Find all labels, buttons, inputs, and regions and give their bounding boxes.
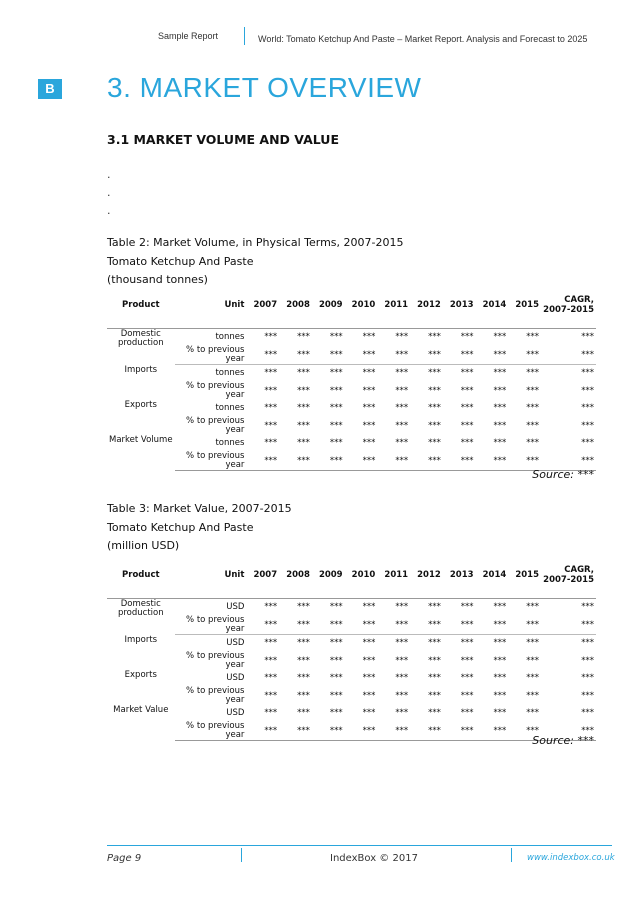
value-cell: *** (297, 638, 310, 648)
value-cell: *** (428, 655, 441, 666)
unit-cell: USD (226, 638, 245, 648)
section-title: 3. MARKET OVERVIEW (107, 72, 422, 103)
value-cell: *** (428, 708, 441, 718)
table-row (107, 652, 596, 670)
value-cell: *** (460, 385, 474, 396)
table-row (107, 687, 596, 705)
value-cell: *** (526, 332, 540, 342)
unit-cell: tonnes (215, 403, 245, 413)
value-cell: *** (246, 452, 279, 471)
unit-cell: % to previous year (186, 686, 245, 705)
value-cell: *** (428, 403, 441, 413)
unit-cell: % to previous year (175, 616, 247, 635)
value-cell: *** (460, 638, 474, 648)
table-row (107, 635, 596, 653)
value-cell: *** (493, 420, 507, 431)
column-header: 2010 (345, 552, 378, 599)
value-cell: *** (297, 368, 310, 378)
value-cell: *** (460, 708, 474, 718)
value-cell: *** (526, 403, 540, 413)
footer-copyright: IndexBox © 2017 (330, 853, 418, 864)
unit-cell: % to previous year (175, 722, 247, 741)
value-cell: *** (395, 368, 409, 378)
value-cell: *** (395, 673, 409, 683)
value-cell: *** (443, 346, 476, 365)
unit-cell: % to previous year (186, 651, 245, 670)
value-cell: *** (493, 403, 507, 413)
value-cell: *** (297, 332, 310, 342)
unit-cell: tonnes (215, 332, 245, 342)
value-cell: *** (279, 452, 312, 471)
table3-caption-title: Table 3: Market Value, 2007-2015 (107, 502, 292, 515)
value-cell: *** (581, 655, 594, 666)
value-cell: *** (428, 368, 441, 378)
value-cell: *** (581, 673, 594, 683)
column-header: 2007 (246, 552, 279, 599)
value-cell: *** (377, 452, 410, 471)
value-cell: *** (410, 722, 443, 741)
column-header: 2014 (476, 552, 509, 599)
value-cell: *** (428, 602, 441, 612)
value-cell: *** (476, 722, 509, 741)
value-cell: *** (329, 673, 343, 683)
value-cell: *** (362, 403, 376, 413)
value-cell: *** (297, 690, 310, 701)
value-cell: *** (526, 602, 540, 612)
column-header: Unit (175, 552, 247, 599)
value-cell: *** (493, 690, 507, 701)
footer-page-number: Page 9 (107, 853, 142, 864)
column-header: 2014 (476, 282, 509, 329)
value-cell: *** (581, 690, 594, 701)
column-header: 2013 (443, 552, 476, 599)
value-cell: *** (312, 346, 345, 365)
value-cell: *** (428, 690, 441, 701)
value-cell: *** (264, 655, 278, 666)
value-cell: *** (297, 673, 310, 683)
value-cell: *** (428, 332, 441, 342)
column-header: 2011 (377, 552, 410, 599)
value-cell: *** (312, 722, 345, 741)
table2-caption-title: Table 2: Market Volume, in Physical Terms, 2007-2015 (107, 236, 404, 249)
value-cell: *** (493, 368, 507, 378)
table-row (107, 329, 596, 347)
header-report-type: Sample Report (158, 31, 219, 41)
value-cell: *** (362, 673, 376, 683)
table-row (107, 400, 596, 417)
value-cell: *** (395, 385, 409, 396)
product-cell: Market Value (113, 705, 169, 715)
value-cell: *** (526, 673, 540, 683)
value-cell: *** (581, 708, 594, 718)
value-cell: *** (493, 708, 507, 718)
value-cell: *** (264, 368, 278, 378)
table3-caption (107, 500, 292, 556)
value-cell: *** (526, 638, 540, 648)
value-cell: *** (428, 385, 441, 396)
value-cell: *** (377, 722, 410, 741)
value-cell: *** (541, 722, 596, 741)
table-row (107, 346, 596, 365)
column-header: 2008 (279, 282, 312, 329)
value-cell: *** (508, 452, 541, 471)
value-cell: *** (329, 655, 343, 666)
unit-cell: % to previous year (186, 416, 245, 435)
value-cell: *** (581, 438, 594, 448)
value-cell: *** (264, 638, 278, 648)
value-cell: *** (493, 655, 507, 666)
column-header: 2008 (279, 552, 312, 599)
value-cell: *** (526, 385, 540, 396)
value-cell: *** (581, 332, 594, 342)
value-cell: *** (581, 385, 594, 396)
value-cell: *** (312, 616, 345, 635)
value-cell: *** (329, 708, 343, 718)
value-cell: *** (460, 420, 474, 431)
value-cell: *** (362, 655, 376, 666)
table-row (107, 670, 596, 687)
value-cell: *** (410, 616, 443, 635)
table-row (107, 435, 596, 452)
value-cell: *** (581, 403, 594, 413)
value-cell: *** (493, 438, 507, 448)
table2-market-volume (107, 282, 596, 471)
value-cell: *** (493, 638, 507, 648)
value-cell: *** (526, 420, 540, 431)
value-cell: *** (279, 346, 312, 365)
table-row (107, 705, 596, 722)
placeholder-dot: . (107, 168, 111, 181)
value-cell: *** (297, 385, 310, 396)
product-cell: Imports (124, 364, 158, 375)
value-cell: *** (264, 438, 278, 448)
value-cell: *** (329, 385, 343, 396)
value-cell: *** (526, 690, 540, 701)
column-header: 2011 (377, 282, 410, 329)
table3-source: Source: *** (532, 734, 594, 747)
column-header: 2012 (410, 282, 443, 329)
table-row (107, 417, 596, 435)
table-row (107, 722, 596, 741)
value-cell: *** (395, 638, 409, 648)
column-header: 2009 (312, 282, 345, 329)
value-cell: *** (264, 332, 278, 342)
value-cell: *** (493, 385, 507, 396)
value-cell: *** (329, 638, 343, 648)
value-cell: *** (476, 452, 509, 471)
value-cell: *** (264, 690, 278, 701)
value-cell: *** (493, 332, 507, 342)
header-separator (244, 27, 245, 45)
table2-caption-unit: (thousand tonnes) (107, 273, 208, 286)
value-cell: *** (581, 602, 594, 612)
value-cell: *** (329, 368, 343, 378)
value-cell: *** (329, 332, 343, 342)
column-header: 2007 (246, 282, 279, 329)
value-cell: *** (329, 403, 343, 413)
value-cell: *** (264, 708, 278, 718)
value-cell: *** (329, 438, 343, 448)
table-row (107, 365, 596, 383)
placeholder-dot: . (107, 204, 111, 217)
unit-cell: % to previous year (175, 452, 247, 471)
value-cell: *** (345, 452, 378, 471)
table3-market-value (107, 552, 596, 741)
value-cell: *** (460, 673, 474, 683)
value-cell: *** (329, 602, 343, 612)
value-cell: *** (362, 332, 376, 342)
value-cell: *** (264, 673, 278, 683)
value-cell: *** (297, 602, 310, 612)
table2-source: Source: *** (532, 468, 594, 481)
value-cell: *** (460, 655, 474, 666)
unit-cell: % to previous year (175, 346, 247, 365)
value-cell: *** (395, 708, 409, 718)
product-cell: Domestic production (117, 599, 164, 618)
value-cell: *** (493, 602, 507, 612)
header-report-title: World: Tomato Ketchup And Paste – Market Report. Analysis and Forecast to 2025 (258, 34, 588, 44)
value-cell: *** (362, 438, 376, 448)
value-cell: *** (264, 420, 278, 431)
value-cell: *** (541, 616, 596, 635)
value-cell: *** (329, 420, 343, 431)
value-cell: *** (526, 368, 540, 378)
table-row (107, 382, 596, 400)
value-cell: *** (362, 420, 376, 431)
value-cell: *** (460, 602, 474, 612)
value-cell: *** (362, 385, 376, 396)
unit-cell: USD (226, 602, 245, 612)
value-cell: *** (312, 452, 345, 471)
value-cell: *** (345, 346, 378, 365)
value-cell: *** (526, 655, 540, 666)
value-cell: *** (297, 655, 310, 666)
footer-website-link[interactable]: www.indexbox.co.uk (527, 853, 615, 863)
value-cell: *** (410, 346, 443, 365)
value-cell: *** (345, 616, 378, 635)
value-cell: *** (581, 368, 594, 378)
value-cell: *** (329, 690, 343, 701)
product-cell: Imports (124, 634, 158, 645)
value-cell: *** (581, 420, 594, 431)
unit-cell: % to previous year (186, 381, 245, 400)
value-cell: *** (264, 602, 278, 612)
footer-separator (511, 848, 512, 862)
table3-caption-product: Tomato Ketchup And Paste (107, 520, 254, 534)
column-header: Unit (175, 282, 247, 329)
unit-cell: tonnes (215, 368, 245, 378)
value-cell: *** (460, 690, 474, 701)
value-cell: *** (443, 452, 476, 471)
value-cell: *** (526, 438, 540, 448)
value-cell: *** (541, 452, 596, 471)
value-cell: *** (460, 368, 474, 378)
value-cell: *** (362, 368, 376, 378)
value-cell: *** (362, 690, 376, 701)
placeholder-dot: . (107, 186, 111, 199)
column-header: Product (107, 282, 175, 329)
value-cell: *** (428, 438, 441, 448)
section-badge: B (38, 79, 62, 99)
table-row (107, 599, 596, 617)
table-row (107, 452, 596, 471)
unit-cell: USD (226, 673, 245, 683)
value-cell: *** (297, 708, 310, 718)
column-header: 2013 (443, 282, 476, 329)
value-cell: *** (264, 403, 278, 413)
value-cell: *** (428, 673, 441, 683)
value-cell: *** (581, 638, 594, 648)
table2-caption-product: Tomato Ketchup And Paste (107, 254, 254, 268)
column-header: 2015 (508, 552, 541, 599)
value-cell: *** (460, 332, 474, 342)
value-cell: *** (264, 385, 278, 396)
value-cell: *** (362, 708, 376, 718)
product-cell: Domestic production (117, 329, 164, 348)
value-cell: *** (508, 722, 541, 741)
unit-cell: USD (226, 708, 245, 718)
unit-cell: tonnes (215, 438, 245, 448)
column-header: CAGR, 2007-2015 (541, 282, 596, 329)
product-cell: Exports (124, 670, 157, 680)
value-cell: *** (395, 690, 409, 701)
column-header: 2010 (345, 282, 378, 329)
value-cell: *** (279, 722, 312, 741)
column-header: 2009 (312, 552, 345, 599)
column-header: 2012 (410, 552, 443, 599)
value-cell: *** (395, 602, 409, 612)
value-cell: *** (493, 673, 507, 683)
column-header: CAGR, 2007-2015 (541, 552, 596, 599)
value-cell: *** (362, 638, 376, 648)
column-header: 2015 (508, 282, 541, 329)
value-cell: *** (428, 420, 441, 431)
value-cell: *** (395, 655, 409, 666)
value-cell: *** (460, 438, 474, 448)
column-header: Product (107, 552, 175, 599)
value-cell: *** (395, 438, 409, 448)
value-cell: *** (476, 346, 509, 365)
value-cell: *** (476, 616, 509, 635)
value-cell: *** (297, 403, 310, 413)
value-cell: *** (508, 346, 541, 365)
value-cell: *** (377, 346, 410, 365)
value-cell: *** (395, 420, 409, 431)
value-cell: *** (541, 346, 596, 365)
value-cell: *** (526, 708, 540, 718)
value-cell: *** (362, 602, 376, 612)
footer-divider (107, 845, 612, 846)
value-cell: *** (246, 616, 279, 635)
product-cell: Exports (124, 400, 157, 410)
value-cell: *** (297, 420, 310, 431)
subsection-title: 3.1 MARKET VOLUME AND VALUE (107, 132, 339, 147)
value-cell: *** (443, 722, 476, 741)
product-cell: Market Volume (109, 435, 173, 445)
table3-caption-unit: (million USD) (107, 539, 180, 552)
table-row (107, 616, 596, 635)
value-cell: *** (410, 452, 443, 471)
footer-separator (241, 848, 242, 862)
value-cell: *** (460, 403, 474, 413)
value-cell: *** (428, 638, 441, 648)
value-cell: *** (279, 616, 312, 635)
value-cell: *** (395, 332, 409, 342)
value-cell: *** (443, 616, 476, 635)
value-cell: *** (377, 616, 410, 635)
value-cell: *** (297, 438, 310, 448)
value-cell: *** (246, 722, 279, 741)
value-cell: *** (345, 722, 378, 741)
value-cell: *** (246, 346, 279, 365)
value-cell: *** (508, 616, 541, 635)
value-cell: *** (395, 403, 409, 413)
